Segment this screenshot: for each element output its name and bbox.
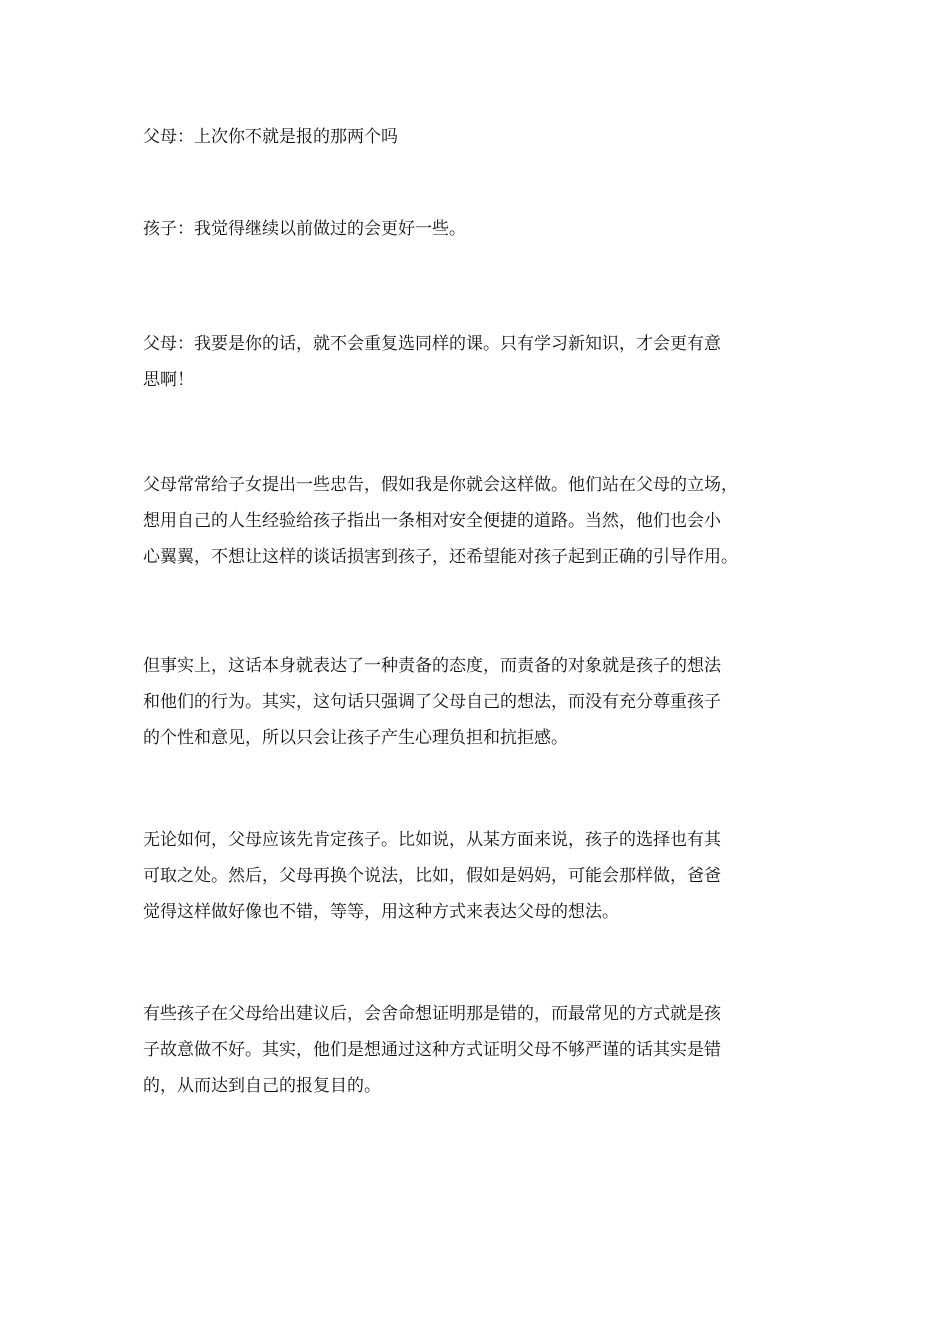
paragraph-body-2 [143, 648, 823, 756]
paragraph-body-4 [143, 996, 823, 1104]
text-line: 想用自己的人生经验给孩子指出一条相对安全便捷的道路。当然，他们也会小 [143, 511, 721, 531]
paragraph-body-1 [143, 467, 823, 575]
text-line: 但事实上，这话本身就表达了一种责备的态度，而责备的对象就是孩子的想法 [143, 656, 721, 676]
paragraph-dialogue-child [143, 211, 823, 247]
paragraph-dialogue-parent-1 [143, 119, 823, 155]
text-line: 思啊！ [143, 370, 194, 390]
text-line: 的个性和意见，所以只会让孩子产生心理负担和抗拒感。 [143, 728, 568, 748]
text-line: 和他们的行为。其实，这句话只强调了父母自己的想法，而没有充分尊重孩子 [143, 692, 721, 712]
paragraph-body-3 [143, 822, 823, 930]
text-line: 的，从而达到自己的报复目的。 [143, 1076, 381, 1096]
text-line: 父母：上次你不就是报的那两个吗 [143, 127, 398, 147]
text-line: 无论如何，父母应该先肯定孩子。比如说，从某方面来说，孩子的选择也有其 [143, 830, 721, 850]
text-line: 子故意做不好。其实，他们是想通过这种方式证明父母不够严谨的话其实是错 [143, 1040, 721, 1060]
paragraph-dialogue-parent-2 [143, 326, 823, 398]
text-line: 孩子：我觉得继续以前做过的会更好一些。 [143, 219, 466, 239]
text-line: 父母常常给子女提出一些忠告，假如我是你就会这样做。他们站在父母的立场， [143, 475, 738, 495]
text-line: 有些孩子在父母给出建议后，会舍命想证明那是错的，而最常见的方式就是孩 [143, 1004, 721, 1024]
text-line: 觉得这样做好像也不错，等等，用这种方式来表达父母的想法。 [143, 902, 619, 922]
text-line: 父母：我要是你的话，就不会重复选同样的课。只有学习新知识，才会更有意 [143, 334, 721, 354]
text-line: 可取之处。然后，父母再换个说法，比如，假如是妈妈，可能会那样做，爸爸 [143, 866, 721, 886]
text-line: 心翼翼，不想让这样的谈话损害到孩子，还希望能对孩子起到正确的引导作用。 [143, 547, 738, 567]
